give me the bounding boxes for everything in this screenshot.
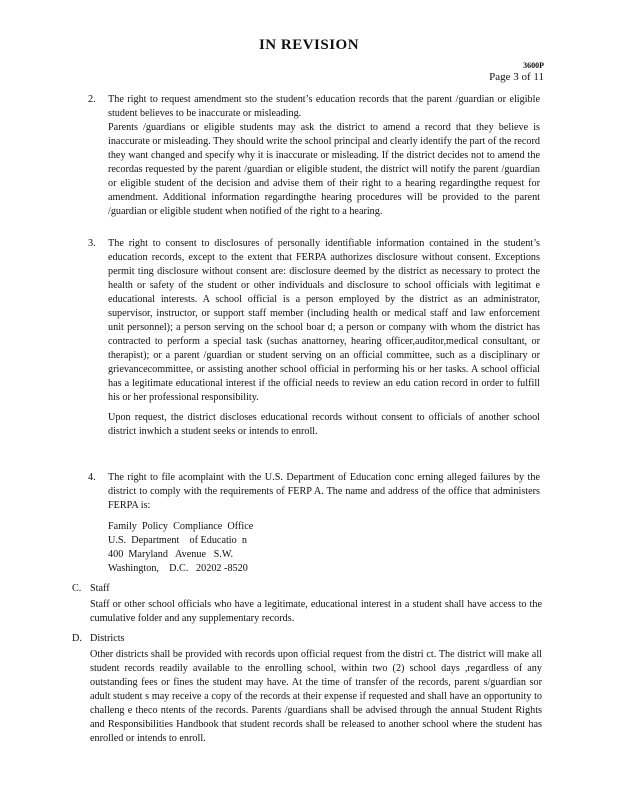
section-staff [72,582,542,626]
list-item-2 [88,93,540,219]
section-text: Staff or other school officials who have a legitimate, educational interest in a student shall have access to the cumulative folder and any supplementary records. [90,599,542,624]
policy-code: 3600P [523,61,544,70]
item-paragraph: The right to request amendment sto the student’s education records that the parent /guardian or eligible student believes to be inaccurate or misleading. [108,94,540,119]
section-text: Other districts shall be provided with records upon official request from the distri ct. The district will make all student records readily available to the enrolling school, within two (2) school days ,regardless of any outstanding fees or fines the student may have. At the time of transfer of the records, parent s/guardian sor adult student s may receive a copy of the records at their expense if requested and shall have an opportunity to challeng e theco ntents of the records. Parents /guardians shall be advised through the annual Student Rights and Responsibilities Handbook that student records shall be released to another school where the student has enrolled or intends to enroll. [90,649,542,744]
item-number: 2. [88,94,96,105]
address-line: Family Policy Compliance Office [108,521,254,532]
mailing-address [108,520,540,576]
item-paragraph: The right to consent to disclosures of personally identifiable information contained in the student’s education records, except to the extent that FERPA authorizes disclosure without consent. Exceptions permit ting disclosure without consent are: disclosure deemed by the district as necessary to protect the health or safety of the student or other individuals and disclosure to school officials with legitimat e educational interests. A school official is a person employed by the district as an administrator, supervisor, instructor, or support staff member (including health or medical staff and law enforcement unit personnel); a person serving on the school boar d; a person or company with whom the district has contracted to perform a special task (suchas anattorney, hearing officer,auditor,medical consultant, or therapist); or a parent /guardian or student serving on an official committee, such as a disciplinary or grievancecommittee, or assisting another school official in performing his or her tasks. A school official has a legitimate educational interest if the official needs to review an edu cation record in order to fulfill his or her professional responsibility. [108,238,540,403]
section-heading: Districts [90,633,125,644]
section-letter: D. [72,633,82,644]
item-paragraph: Upon request, the district discloses educational records without consent to officials of another school district inwhich a student seeks or intends to enroll. [108,412,540,437]
address-line: Washington, D.C. 20202 -8520 [108,563,248,574]
address-line: 400 Maryland Avenue S.W. [108,549,234,560]
list-item-4 [88,471,540,576]
item-paragraph: Parents /guardians or eligible students may ask the district to amend a record that they believe is inaccurate or misleading. They should write the school principal and clearly identify the part of the record they want changed and specify why it is inaccurate or misleading. If the district decides not to amend the recordas requested by the parent /guardian or eligible student, the district will notify the parent /guardian or eligible student of the decision and advise them of their right to a hearing regardingthe request for amendment. Additional information regardingthe hearing procedures will be provided to the parent /guardian or eligible student when notified of the right to a hearing. [108,122,540,217]
item-number: 4. [88,472,96,483]
list-item-3 [88,237,540,439]
item-paragraph: The right to file acomplaint with the U.S. Department of Education conc erning alleged failures by the district to comply with the requirements of FERP A. The name and address of the office that administers FERPA is: [108,472,540,511]
section-heading: Staff [90,583,110,594]
address-line: U.S. Department of Educatio n [108,535,247,546]
page-title: IN REVISION [258,37,360,53]
section-letter: C. [72,583,82,594]
section-districts [72,632,542,746]
page-number: Page 3 of 11 [489,71,544,83]
item-number: 3. [88,238,96,249]
